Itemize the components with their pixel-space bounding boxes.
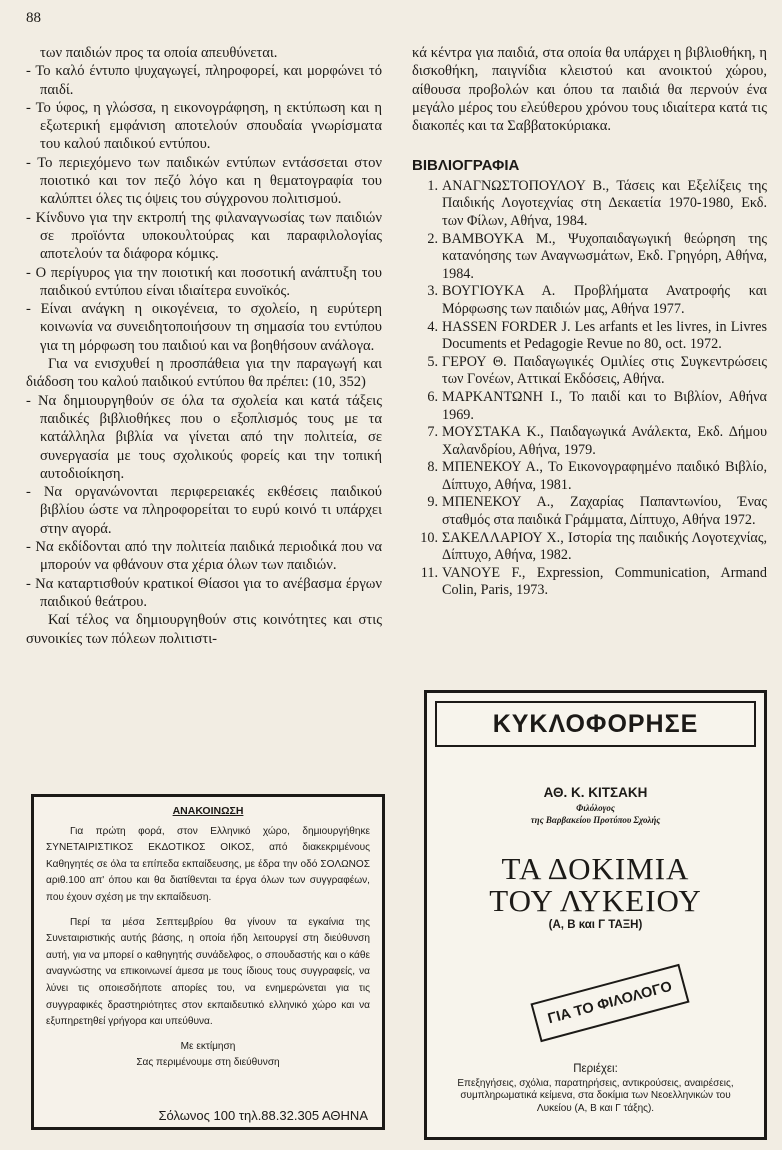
right-column	[412, 44, 767, 600]
body-paragraph: Για να ενισχυθεί η προσπάθεια για την παραγωγή και διάδοση του καλού παιδικού εντύπου θα πρέπει: (10, 352)	[26, 356, 382, 391]
entry-text: VANOYE F., Expression, Communication, Armand Colin, Paris, 1973.	[442, 564, 767, 599]
entry-number: 9.	[427, 494, 438, 511]
entry-text: ΓΕΡΟΥ Θ. Παιδαγωγικές Ομιλίες στις Συγκεντρώσεις των Γονέων, Αττικαί Εκδόσεις, Αθήνα.	[442, 353, 767, 388]
bibliography-entry	[412, 231, 767, 284]
entry-text: HASSEN FORDER J. Les arfants et les livres, in Livres Documents et Pedagogie Revue no 80, oct. 1972.	[442, 318, 767, 353]
signoff-line: Σας περιμένουμε στη διεύθυνση	[136, 1057, 280, 1069]
entry-text: ΜΑΡΚΑΝΤΩΝΗ Ι., Το παιδί και το Βιβλίον, Αθήνα 1969.	[442, 388, 767, 423]
announcement-box	[31, 794, 385, 1130]
ad-grades: (Α, Β και Γ ΤΑΞΗ)	[548, 919, 643, 931]
bullet-item: - Κίνδυνο για την εκτροπή της φιλαναγνωσίας των παιδιών σε προϊόντα υποκουλτούρας και παραφιλολογίας αποτελούν τα διάφορα κόμικς.	[26, 209, 382, 263]
bibliography-entry	[412, 424, 767, 459]
entry-number: 1.	[427, 177, 438, 194]
ad-stamp: ΓΙΑ ΤΟ ΦΙΛΟΛΟΓΟ	[530, 964, 689, 1042]
entry-number: 2.	[427, 230, 438, 247]
book-advertisement	[424, 690, 767, 1140]
ad-contents	[443, 1063, 748, 1115]
entry-text: ΑΝΑΓΝΩΣΤΟΠΟΥΛΟΥ Β., Τάσεις και Εξελίξεις της Παιδικής Λογοτεχνίας στη Δεκαετία 1970-1980, Εκδ. των Φίλων, Αθήνα, 1984.	[442, 177, 767, 229]
entry-text: ΒΑΜΒΟΥΚΑ Μ., Ψυχοπαιδαγωγική θεώρηση της κατανόησης των Αναγνωσμάτων, Εκδ. Γρηγόρη, Αθήνα, 1984.	[442, 230, 767, 282]
bibliography-entry	[412, 459, 767, 494]
entry-text: ΜΠΕΝΕΚΟΥ Α., Το Εικονογραφημένο παιδικό Βιβλίο, Δίπτυχο, Αθήνα, 1981.	[442, 459, 767, 493]
entry-number: 4.	[427, 318, 438, 335]
announcement-paragraph: Περί τα μέσα Σεπτεμβρίου θα γίνουν τα εγκαίνια της Συνεταιριστικής αυτής βάσης, η οποία ήδη λειτουργεί στη διεύθυνση αυτή, για να μπορεί ο καθηγητής συνάδελφος, ο σπουδαστής και ο κάθε αναγνώστης να επικοινωνεί άμεσα με τους ίδιους τους συγγραφείς, να λύνει τις οποιεσδήποτε απορίες του, να ενημερώνεται για τις συγγραφικές δραστηριότητες στον εκπαιδευτικό ελληνικό χώρο και να εξυπηρετηθεί γρήγορα και υπεύθυνα.	[46, 916, 370, 1028]
bullet-item: - Ο περίγυρος για την ποιοτική και ποσοτική ανάπτυξη του παιδικού εντύπου είναι ιδιαίτερα ευνοϊκός.	[26, 264, 382, 299]
entry-text: ΣΑΚΕΛΛΑΡΙΟΥ Χ., Ιστορία της παιδικής Λογοτεχνίας, Δίπτυχο, Αθήνα, 1982.	[442, 529, 767, 564]
ad-author-school: της Βαρβακείου Προτύπου Σχολής	[530, 815, 661, 825]
bibliography-entry	[412, 319, 767, 354]
ad-contents-text: Επεξηγήσεις, σχόλια, παρατηρήσεις, αντικρούσεις, αναιρέσεις, συμπληρωματικά κείμενα, στα δοκίμια των Νεοελληνικών του Λυκείου (Α, Β και Γ τάξης).	[457, 1077, 734, 1114]
bibliography-entry	[412, 530, 767, 565]
entry-number: 11.	[420, 564, 438, 581]
opening-line: των παιδιών προς τα οποία απευθύνεται.	[40, 45, 278, 61]
entry-number: 5.	[427, 353, 438, 370]
entry-number: 6.	[427, 388, 438, 405]
bullet-item: - Να καταρτισθούν κρατικοί Θίασοι για το ανέβασμα έργων παιδικού θεάτρου.	[26, 575, 382, 610]
bibliography-entry	[412, 354, 767, 389]
announcement-title: ΑΝΑΚΟΙΝΩΣΗ	[172, 805, 244, 817]
bullet-item: - Το ύφος, η γλώσσα, η εικονογράφηση, η εκτύπωση και η εξωτερική εμφάνιση αποτελούν σπουδαία γνωρίσματα του καλού παιδικού εντύπου.	[26, 99, 382, 153]
ad-title-line: ΤΑ ΔΟΚΙΜΙΑ	[501, 851, 690, 886]
bibliography-list	[412, 178, 767, 600]
announcement-address: Σόλωνος 100 τηλ.88.32.305 ΑΘΗΝΑ	[158, 1108, 368, 1124]
bullet-item: - Είναι ανάγκη η οικογένεια, το σχολείο, η ευρύτερη κοινωνία να συνειδητοποιήσουν τη σημασία του εντύπου για τη μόρφωση του παιδιού και να βοηθήσουν ανάλογα.	[26, 301, 382, 354]
bullet-item: - Το καλό έντυπο ψυχαγωγεί, πληροφορεί, και μορφώνει τό παιδί.	[26, 63, 382, 98]
bibliography-heading: ΒΙΒΛΙΟΓΡΑΦΙΑ	[412, 157, 520, 175]
ad-author: ΑΘ. Κ. ΚΙΤΣΑΚΗ	[543, 785, 648, 800]
bibliography-entry	[412, 178, 767, 231]
ad-author-role: Φιλόλογος	[576, 803, 615, 813]
continuation-paragraph: κά κέντρα για παιδιά, στα οποία θα υπάρχει η βιβλιοθήκη, η δισκοθήκη, παιγνίδια κλειστού και ανοικτού χώρου, αίθουσα προβολών και όπου τα παιδιά θα περνούν ένα μεγάλο μέρος του ελεύθερου χρόνου τους ιδιαίτερα κατά τις διακοπές και τα Σαββατοκύριακα.	[412, 45, 767, 135]
bullet-item: - Να δημιουργηθούν σε όλα τα σχολεία και κατά τάξεις παιδικές βιβλιοθήκες που ο εξοπλισμός τους με τα κατάλληλα βιβλία να γίνεται από την πολιτεία, σε συνεργασία με τους σχολικούς φορείς και την τοπική αυτοδιοίκηση.	[26, 392, 382, 482]
bullet-item: - Να εκδίδονται από την πολιτεία παιδικά περιοδικά που να μπορούν να φθάνουν στα χέρια όλων των παιδιών.	[26, 539, 382, 574]
bullet-item: - Να οργανώνονται περιφερειακές εκθέσεις παιδικού βιβλίου ώστε να πληροφορείται το ευρύ κοινό τι υπάρχει στην αγορά.	[26, 484, 382, 537]
ad-banner: ΚΥΚΛΟΦΟΡΗΣΕ	[435, 701, 756, 747]
entry-number: 10.	[420, 529, 438, 546]
bibliography-entry	[412, 565, 767, 600]
body-paragraph: Καί τέλος να δημιουργηθούν στις κοινότητες και στις συνοικίες των πόλεων πολιτιστι-	[26, 612, 382, 647]
announcement-signoff	[34, 1039, 382, 1072]
entry-number: 7.	[427, 424, 438, 441]
ad-title-line: ΤΟΥ ΛΥΚΕΙΟΥ	[489, 883, 702, 918]
bibliography-entry	[412, 283, 767, 318]
entry-text: ΒΟΥΓΙΟΥΚΑ Α. Προβλήματα Ανατροφής και Μόρφωσης των παιδιών μας, Αθήνα 1977.	[442, 283, 767, 317]
signoff-line: Με εκτίμηση	[180, 1040, 236, 1052]
announcement-body	[34, 820, 382, 1031]
announcement-paragraph: Για πρώτη φορά, στον Ελληνικό χώρο, δημιουργήθηκε ΣΥΝΕΤΑΙΡΙΣΤΙΚΟΣ ΕΚΔΟΤΙΚΟΣ ΟΙΚΟΣ, από διακεκριμένους Καθηγητές σε όλα τα επίπεδα εκπαίδευσης, με έδρα την οδό ΣΟΛΩΝΟΣ αριθ.100 απ' όπου και θα διατίθενται τα έργα όλων των συγγραφέων, που έχουν σχέση με την εκπαίδευση.	[46, 825, 370, 903]
entry-text: ΜΠΕΝΕΚΟΥ Α., Ζαχαρίας Παπαντωνίου, Ένας σταθμός στα παιδικά Γράμματα, Δίπτυχο, Αθήνα 1972.	[442, 494, 767, 529]
page-number: 88	[26, 10, 41, 26]
left-column	[26, 44, 382, 648]
entry-number: 8.	[427, 459, 438, 476]
ad-book-title	[427, 853, 764, 917]
bibliography-entry	[412, 389, 767, 424]
entry-text: ΜΟΥΣΤΑΚΑ Κ., Παιδαγωγικά Ανάλεκτα, Εκδ. Δήμου Χαλανδρίου, Αθήνα, 1979.	[442, 424, 767, 458]
bullet-item: - Το περιεχόμενο των παιδικών εντύπων εντάσσεται στον ποιοτικό και τον πεζό λόγο και η θεματογραφία του καλύπτει όλες τις όψεις του σύγχρονου πολιτισμού.	[26, 154, 382, 208]
bibliography-entry	[412, 494, 767, 529]
ad-contents-label: Περιέχει:	[573, 1063, 618, 1075]
entry-number: 3.	[427, 283, 438, 300]
